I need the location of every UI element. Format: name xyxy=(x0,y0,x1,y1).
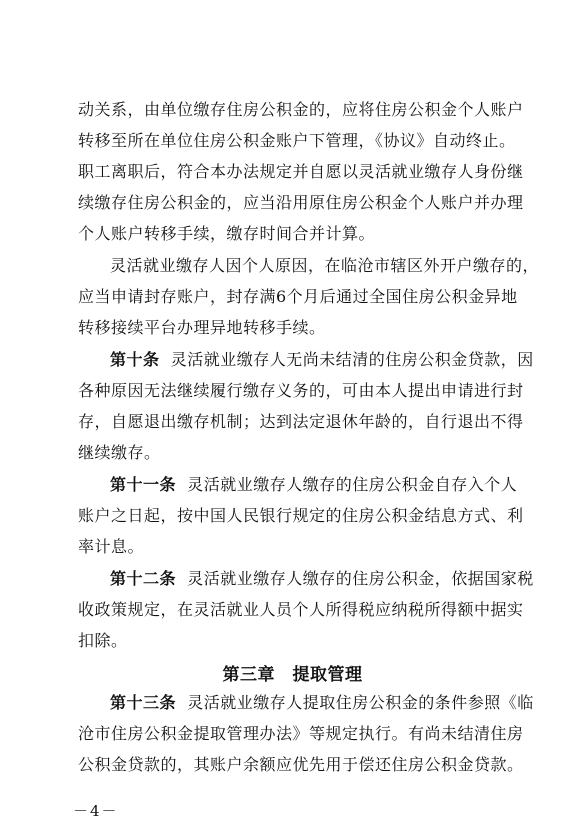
text-line: 灵活就业缴存人因个人原因，在临沧市辖区外开户缴存的， xyxy=(110,256,540,275)
article-label: 第十三条 xyxy=(110,693,177,712)
text-line: 沧市住房公积金提取管理办法》等规定执行。有尚未结清住房 xyxy=(78,724,524,743)
article-label: 第十二条 xyxy=(110,569,177,588)
text-line: 动关系，由单位缴存住房公积金的，应将住房公积金个人账户 xyxy=(78,100,524,119)
text-line: 续缴存住房公积金的，应当沿用原住房公积金个人账户并办理 xyxy=(78,193,524,212)
text-line: 存，自愿退出缴存机制；达到法定退休年龄的，自行退出不得 xyxy=(78,412,524,431)
article-text: 灵活就业缴存人提取住房公积金的条件参照《临 xyxy=(187,693,534,712)
article-text: 灵活就业缴存人无尚未结清的住房公积金贷款，因 xyxy=(170,350,534,369)
text-line: 公积金贷款的，其账户余额应优先用于偿还住房公积金贷款。 xyxy=(78,755,524,774)
text-line: 应当申请封存账户，封存满6个月后通过全国住房公积金异地 xyxy=(78,287,518,306)
text-line: 继续缴存。 xyxy=(78,443,161,462)
text-line: 职工离职后，符合本办法规定并自愿以灵活就业缴存人身份继 xyxy=(78,162,524,181)
article-text: 灵活就业缴存人缴存的住房公积金，依据国家税 xyxy=(187,569,534,588)
text-line: 率计息。 xyxy=(78,537,145,556)
text-line: 账户之日起，按中国人民银行规定的住房公积金结息方式、利 xyxy=(78,506,524,525)
chapter-heading: 第三章 提取管理 xyxy=(222,665,363,685)
page-number: －4－ xyxy=(73,802,119,820)
article-11 xyxy=(110,475,517,495)
text-line: 个人账户转移手续，缴存时间合并计算。 xyxy=(78,224,376,243)
text-line: 收政策规定，在灵活就业人员个人所得税应纳税所得额中据实 xyxy=(78,600,524,619)
text-line: 转移至所在单位住房公积金账户下管理，《协议》自动终止。 xyxy=(78,131,516,150)
article-text: 灵活就业缴存人缴存的住房公积金自存入个人 xyxy=(187,475,518,494)
article-label: 第十一条 xyxy=(110,475,177,494)
article-12 xyxy=(110,569,534,589)
text-line: 各种原因无法继续履行缴存义务的，可由本人提出申请进行封 xyxy=(78,381,524,400)
article-label: 第十条 xyxy=(110,350,160,369)
text-line: 转移接续平台办理异地转移手续。 xyxy=(78,318,326,337)
text-line: 扣除。 xyxy=(78,631,128,650)
article-13 xyxy=(110,693,534,713)
article-10 xyxy=(110,350,534,370)
